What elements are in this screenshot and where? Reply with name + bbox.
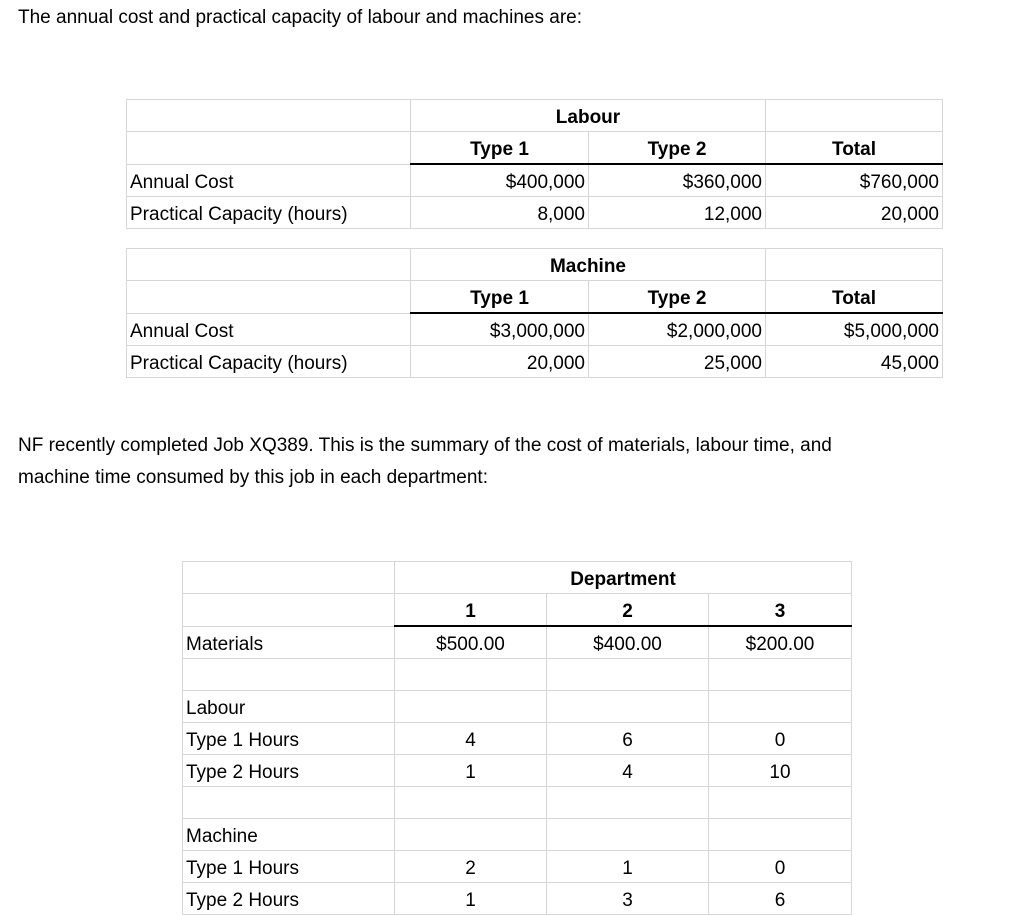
row-label: Annual Cost: [127, 164, 411, 197]
table-row: [183, 883, 852, 915]
machine-table: [126, 248, 943, 378]
department-group-header: Department: [395, 562, 852, 594]
labour-table: [126, 99, 943, 229]
row-label: Type 2 Hours: [183, 755, 395, 787]
row-label: Type 1 Hours: [183, 723, 395, 755]
job-text-line2: machine time consumed by this job in each department:: [18, 467, 488, 488]
cell-value: $360,000: [589, 164, 766, 197]
table-row: [127, 164, 943, 197]
cell-value: 2: [395, 851, 547, 883]
labour-col-type2: Type 2: [589, 132, 766, 165]
intro-text: The annual cost and practical capacity of labour and machines are:: [18, 7, 582, 28]
cell-value: 4: [547, 755, 709, 787]
cell-value: 4: [395, 723, 547, 755]
cell-value: 8,000: [411, 197, 589, 229]
cell-value: 10: [709, 755, 852, 787]
job-text-line1: NF recently completed Job XQ389. This is the summary of the cost of materials, labour time, and: [18, 435, 832, 456]
cell-value: 25,000: [589, 346, 766, 378]
labour-group-header: Labour: [411, 100, 766, 132]
cell-value: 45,000: [766, 346, 943, 378]
section-label-machine: Machine: [183, 819, 395, 851]
table-row: [127, 197, 943, 229]
table-row: [127, 346, 943, 378]
machine-col-type2: Type 2: [589, 281, 766, 314]
cell-value: 3: [547, 883, 709, 915]
cell-value: 6: [547, 723, 709, 755]
table-row: [183, 723, 852, 755]
row-label: Materials: [183, 626, 395, 659]
machine-col-type1: Type 1: [411, 281, 589, 314]
row-label: Type 1 Hours: [183, 851, 395, 883]
department-col-1: 1: [395, 594, 547, 627]
row-label: Annual Cost: [127, 313, 411, 346]
cell-value: $500.00: [395, 626, 547, 659]
cell-value: $200.00: [709, 626, 852, 659]
cell-value: 1: [395, 755, 547, 787]
table-row: [183, 851, 852, 883]
cell-value: $3,000,000: [411, 313, 589, 346]
cell-value: 20,000: [766, 197, 943, 229]
department-col-2: 2: [547, 594, 709, 627]
cell-value: 12,000: [589, 197, 766, 229]
cell-value: 0: [709, 851, 852, 883]
table-row: [183, 691, 852, 723]
cell-value: 20,000: [411, 346, 589, 378]
row-label: Practical Capacity (hours): [127, 197, 411, 229]
machine-group-header: Machine: [411, 249, 766, 281]
labour-col-type1: Type 1: [411, 132, 589, 165]
machine-col-total: Total: [766, 281, 943, 314]
table-row: [127, 313, 943, 346]
department-col-3: 3: [709, 594, 852, 627]
cell-value: $400,000: [411, 164, 589, 197]
cell-value: $5,000,000: [766, 313, 943, 346]
cell-value: 1: [547, 851, 709, 883]
row-label: Type 2 Hours: [183, 883, 395, 915]
cell-value: 6: [709, 883, 852, 915]
table-row: [183, 626, 852, 659]
cell-value: $400.00: [547, 626, 709, 659]
cell-value: $2,000,000: [589, 313, 766, 346]
cell-value: $760,000: [766, 164, 943, 197]
labour-col-total: Total: [766, 132, 943, 165]
cell-value: 1: [395, 883, 547, 915]
row-label: Practical Capacity (hours): [127, 346, 411, 378]
section-label-labour: Labour: [183, 691, 395, 723]
table-row: [183, 755, 852, 787]
job-table: [182, 561, 852, 915]
cell-value: 0: [709, 723, 852, 755]
table-row: [183, 819, 852, 851]
